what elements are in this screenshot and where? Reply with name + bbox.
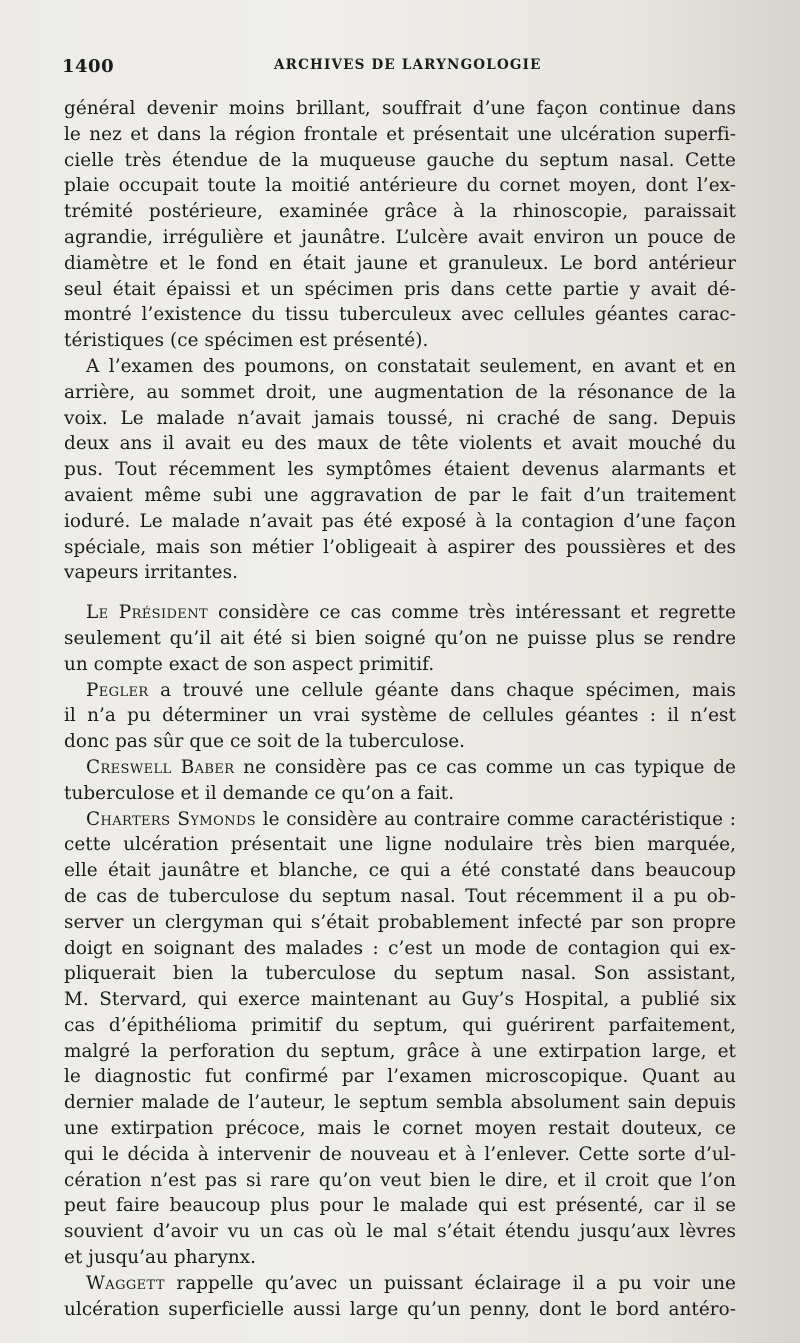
text-line xyxy=(64,1039,736,1065)
text-line xyxy=(64,225,736,251)
text-segment: A l’examen des poumons, on constatait seulement, en avant et en xyxy=(86,355,736,377)
text-line xyxy=(64,483,736,509)
text-segment: pus. Tout récemment les symptômes étaient devenus alarmants et xyxy=(64,459,736,481)
text-segment: plaie occupait toute la moitié antérieure du cornet moyen, dont l’ex- xyxy=(64,175,736,197)
text-line xyxy=(64,1064,736,1090)
text-segment: deux ans il avait eu des maux de tête violents et avait mouché du xyxy=(64,433,736,455)
text-line xyxy=(64,781,736,807)
text-segment: le diagnostic fut confirmé par l’examen microscopique. Quant au xyxy=(64,1066,736,1088)
text-line xyxy=(64,431,736,457)
speaker-name: Pegler xyxy=(86,679,149,701)
text-line xyxy=(64,509,736,535)
text-line xyxy=(64,1142,736,1168)
text-line xyxy=(64,380,736,406)
text-line xyxy=(64,535,736,561)
text-segment: diamètre et le fond en était jaune et granuleux. Le bord antérieur xyxy=(64,252,736,274)
text-segment: souvient d’avoir vu un cas où le mal s’était étendu jusqu’aux lèvres xyxy=(64,1221,736,1243)
page-header xyxy=(62,56,742,82)
text-line xyxy=(64,1013,736,1039)
speaker-name: Le Président xyxy=(86,602,209,624)
text-line xyxy=(64,457,736,483)
text-segment: donc pas sûr que ce soit de la tuberculose. xyxy=(64,731,466,753)
text-segment: de cas de tuberculose du septum nasal. Tout récemment il a pu ob- xyxy=(64,885,736,907)
text-segment: qui le décida à intervenir de nouveau et à l’enlever. Cette sorte d’ul- xyxy=(64,1143,736,1165)
text-line xyxy=(64,703,736,729)
text-segment: arrière, au sommet droit, une augmentation de la résonance de la xyxy=(64,381,736,403)
text-line xyxy=(64,1090,736,1116)
text-line xyxy=(64,1193,736,1219)
text-segment: tuberculose et il demande ce qu’on a fait. xyxy=(64,782,455,804)
speaker-name: Creswell Baber xyxy=(86,756,235,778)
text-segment: une extirpation précoce, mais le cornet moyen restait douteux, ce xyxy=(64,1118,736,1140)
text-segment: considère ce cas comme très intéressant et regrette xyxy=(208,602,736,624)
text-segment: vapeurs irritantes. xyxy=(64,562,238,584)
text-line xyxy=(64,936,736,962)
text-line xyxy=(64,1116,736,1142)
text-line xyxy=(64,199,736,225)
text-segment: trémité postérieure, examinée grâce à la rhinoscopie, paraissait xyxy=(64,201,736,223)
text-segment: et jusqu’au pharynx. xyxy=(64,1247,257,1269)
text-segment: pliquerait bien la tuberculose du septum nasal. Son assistant, xyxy=(64,963,736,985)
text-line xyxy=(64,600,736,626)
text-segment: dernier malade de l’auteur, le septum sembla absolument sain depuis xyxy=(64,1092,736,1114)
text-segment: cielle très étendue de la muqueuse gauche du septum nasal. Cette xyxy=(64,149,736,171)
text-segment: montré l’existence du tissu tuberculeux avec cellules géantes carac- xyxy=(64,304,736,326)
text-segment: avaient même subi une aggravation de par le fait d’un traitement xyxy=(64,484,736,506)
body-text xyxy=(64,96,736,1322)
text-line xyxy=(64,560,736,586)
text-segment: cas d’épithélioma primitif du septum, qui guérirent parfaitement, xyxy=(64,1014,736,1036)
text-segment: ulcération superficielle aussi large qu’un penny, dont le bord antéro- xyxy=(64,1298,736,1320)
text-line xyxy=(64,858,736,884)
text-segment: général devenir moins brillant, souffrait d’une façon continue dans xyxy=(64,98,736,119)
text-line xyxy=(64,96,736,122)
text-line xyxy=(64,122,736,148)
text-segment: le nez et dans la région frontale et présentait une ulcération superfi- xyxy=(64,123,736,145)
text-line xyxy=(64,173,736,199)
text-segment: a trouvé une cellule géante dans chaque spécimen, mais xyxy=(148,679,736,701)
text-segment: cette ulcération présentait une ligne nodulaire très bien marquée, xyxy=(64,834,736,856)
text-line xyxy=(64,884,736,910)
text-segment: ne considère pas ce cas comme un cas typique de xyxy=(234,756,736,778)
text-line xyxy=(64,832,736,858)
text-line xyxy=(64,277,736,303)
text-segment: téristiques (ce spécimen est présenté). xyxy=(64,330,429,352)
text-segment: agrandie, irrégulière et jaunâtre. L’ulcère avait environ un pouce de xyxy=(64,226,736,248)
text-line xyxy=(64,251,736,277)
speaker-name: Waggett xyxy=(86,1272,165,1294)
text-segment: rappelle qu’avec un puissant éclairage il a pu voir une xyxy=(164,1272,736,1294)
text-line xyxy=(64,1219,736,1245)
text-line xyxy=(64,328,736,354)
text-line xyxy=(64,807,736,833)
text-line xyxy=(64,626,736,652)
text-line xyxy=(64,910,736,936)
text-line xyxy=(64,1271,736,1297)
page-number: 1400 xyxy=(62,56,115,77)
text-line xyxy=(64,755,736,781)
text-segment: seulement qu’il ait été si bien soigné qu’on ne puisse plus se rendre xyxy=(64,627,736,649)
text-segment: voix. Le malade n’avait jamais toussé, ni craché de sang. Depuis xyxy=(64,407,736,429)
speaker-name: Charters Symonds xyxy=(86,808,257,830)
text-segment: spéciale, mais son métier l’obligeait à aspirer des poussières et des xyxy=(64,536,736,558)
text-line xyxy=(64,652,736,678)
text-segment: le considère au contraire comme caractéristique : xyxy=(256,808,736,830)
text-segment: M. Stervard, qui exerce maintenant au Guy’s Hospital, a publié six xyxy=(64,989,736,1011)
text-segment: un compte exact de son aspect primitif. xyxy=(64,653,435,675)
text-segment: cération n’est pas si rare qu’on veut bien le dire, et il croit que l’on xyxy=(64,1169,736,1191)
text-segment: peut faire beaucoup plus pour le malade qui est présenté, car il se xyxy=(64,1195,736,1217)
text-line xyxy=(64,148,736,174)
text-line xyxy=(64,406,736,432)
text-segment: server un clergyman qui s’était probablement infecté par son propre xyxy=(64,911,736,933)
text-segment: doigt en soignant des malades : c’est un mode de contagion qui ex- xyxy=(64,937,736,959)
text-line xyxy=(64,961,736,987)
text-line xyxy=(64,354,736,380)
text-segment: il n’a pu déterminer un vrai système de cellules géantes : il n’est xyxy=(64,705,736,727)
text-line xyxy=(64,729,736,755)
text-line xyxy=(64,1168,736,1194)
text-segment: seul était épaissi et un spécimen pris dans cette partie y avait dé- xyxy=(64,278,736,300)
text-line xyxy=(64,1245,736,1271)
paragraph-gap xyxy=(64,586,736,600)
text-segment: elle était jaunâtre et blanche, ce qui a été constaté dans beaucoup xyxy=(64,860,736,882)
text-line xyxy=(64,302,736,328)
text-line xyxy=(64,987,736,1013)
text-segment: ioduré. Le malade n’avait pas été exposé à la contagion d’une façon xyxy=(64,510,736,532)
text-line xyxy=(64,1297,736,1323)
text-line xyxy=(64,678,736,704)
text-segment: malgré la perforation du septum, grâce à une extirpation large, et xyxy=(64,1040,736,1062)
running-title: ARCHIVES DE LARYNGOLOGIE xyxy=(274,57,542,73)
